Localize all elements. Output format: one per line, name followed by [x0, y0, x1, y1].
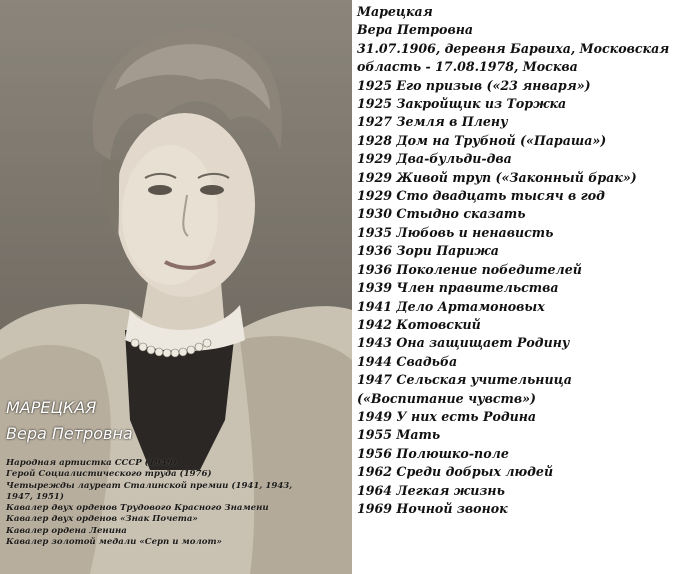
filmography-item: 1929 Живой труп («Законный брак»)	[357, 169, 637, 185]
award-item: Герой Социалистического труда (1976)	[6, 469, 212, 480]
photo-caption-name	[6, 395, 133, 447]
filmography-item: («Воспитание чувств»)	[357, 390, 536, 406]
filmography-item: 1956 Полюшко-поле	[357, 445, 509, 461]
award-item: Кавалер ордена Ленина	[6, 525, 127, 536]
caption-given-names: Вера Петровна	[6, 424, 133, 443]
filmography-item: 1925 Закройщик из Торжка	[357, 96, 567, 112]
filmography-item: 1949 У них есть Родина	[357, 408, 537, 424]
award-item: Народная артистка СССР (1949)	[6, 458, 177, 468]
filmography-item: 1962 Среди добрых людей	[357, 464, 554, 480]
bio-given-names: Вера Петровна	[357, 22, 474, 38]
filmography-item: 1936 Поколение победителей	[357, 261, 582, 277]
filmography-item: 1939 Член правительства	[357, 280, 559, 296]
awards-list	[6, 458, 352, 548]
bio-life-dates: 31.07.1906, деревня Барвиха, Московская область - 17.08.1978, Москва	[357, 40, 670, 75]
filmography-item: 1941 Дело Артамоновых	[357, 298, 545, 314]
award-item: 1947, 1951)	[6, 491, 64, 502]
filmography-item: 1964 Легкая жизнь	[357, 482, 505, 498]
award-item: Кавалер двух орденов «Знак Почета»	[6, 514, 198, 525]
filmography-item: 1943 Она защищает Родину	[357, 335, 570, 351]
filmography-item: 1936 Зори Парижа	[357, 243, 499, 259]
filmography-item: 1929 Сто двадцать тысяч в год	[357, 188, 605, 204]
filmography-item: 1935 Любовь и ненависть	[357, 224, 554, 240]
biography-panel	[357, 3, 697, 518]
filmography-item: 1955 Мать	[357, 427, 441, 443]
filmography-item: 1925 Его призыв («23 января»)	[357, 77, 591, 93]
award-item: Кавалер золотой медали «Серп и молот»	[6, 537, 222, 548]
award-item: Четырежды лауреат Сталинской премии (1941, 1943,	[6, 480, 293, 491]
filmography-item: 1930 Стыдно сказать	[357, 206, 526, 222]
filmography-item: 1947 Сельская учительница	[357, 372, 572, 388]
filmography-item: 1944 Свадьба	[357, 353, 458, 369]
filmography-item: 1928 Дом на Трубной («Параша»)	[357, 132, 607, 148]
caption-surname: МАРЕЦКАЯ	[6, 398, 97, 417]
filmography-item: 1969 Ночной звонок	[357, 500, 508, 516]
filmography-item: 1942 Котовский	[357, 316, 481, 332]
filmography-item: 1929 Два-бульди-два	[357, 151, 512, 167]
filmography-item: 1927 Земля в Плену	[357, 114, 508, 130]
bio-surname: Марецкая	[357, 4, 433, 19]
award-item: Кавалер двух орденов Трудового Красного Знамени	[6, 503, 269, 514]
